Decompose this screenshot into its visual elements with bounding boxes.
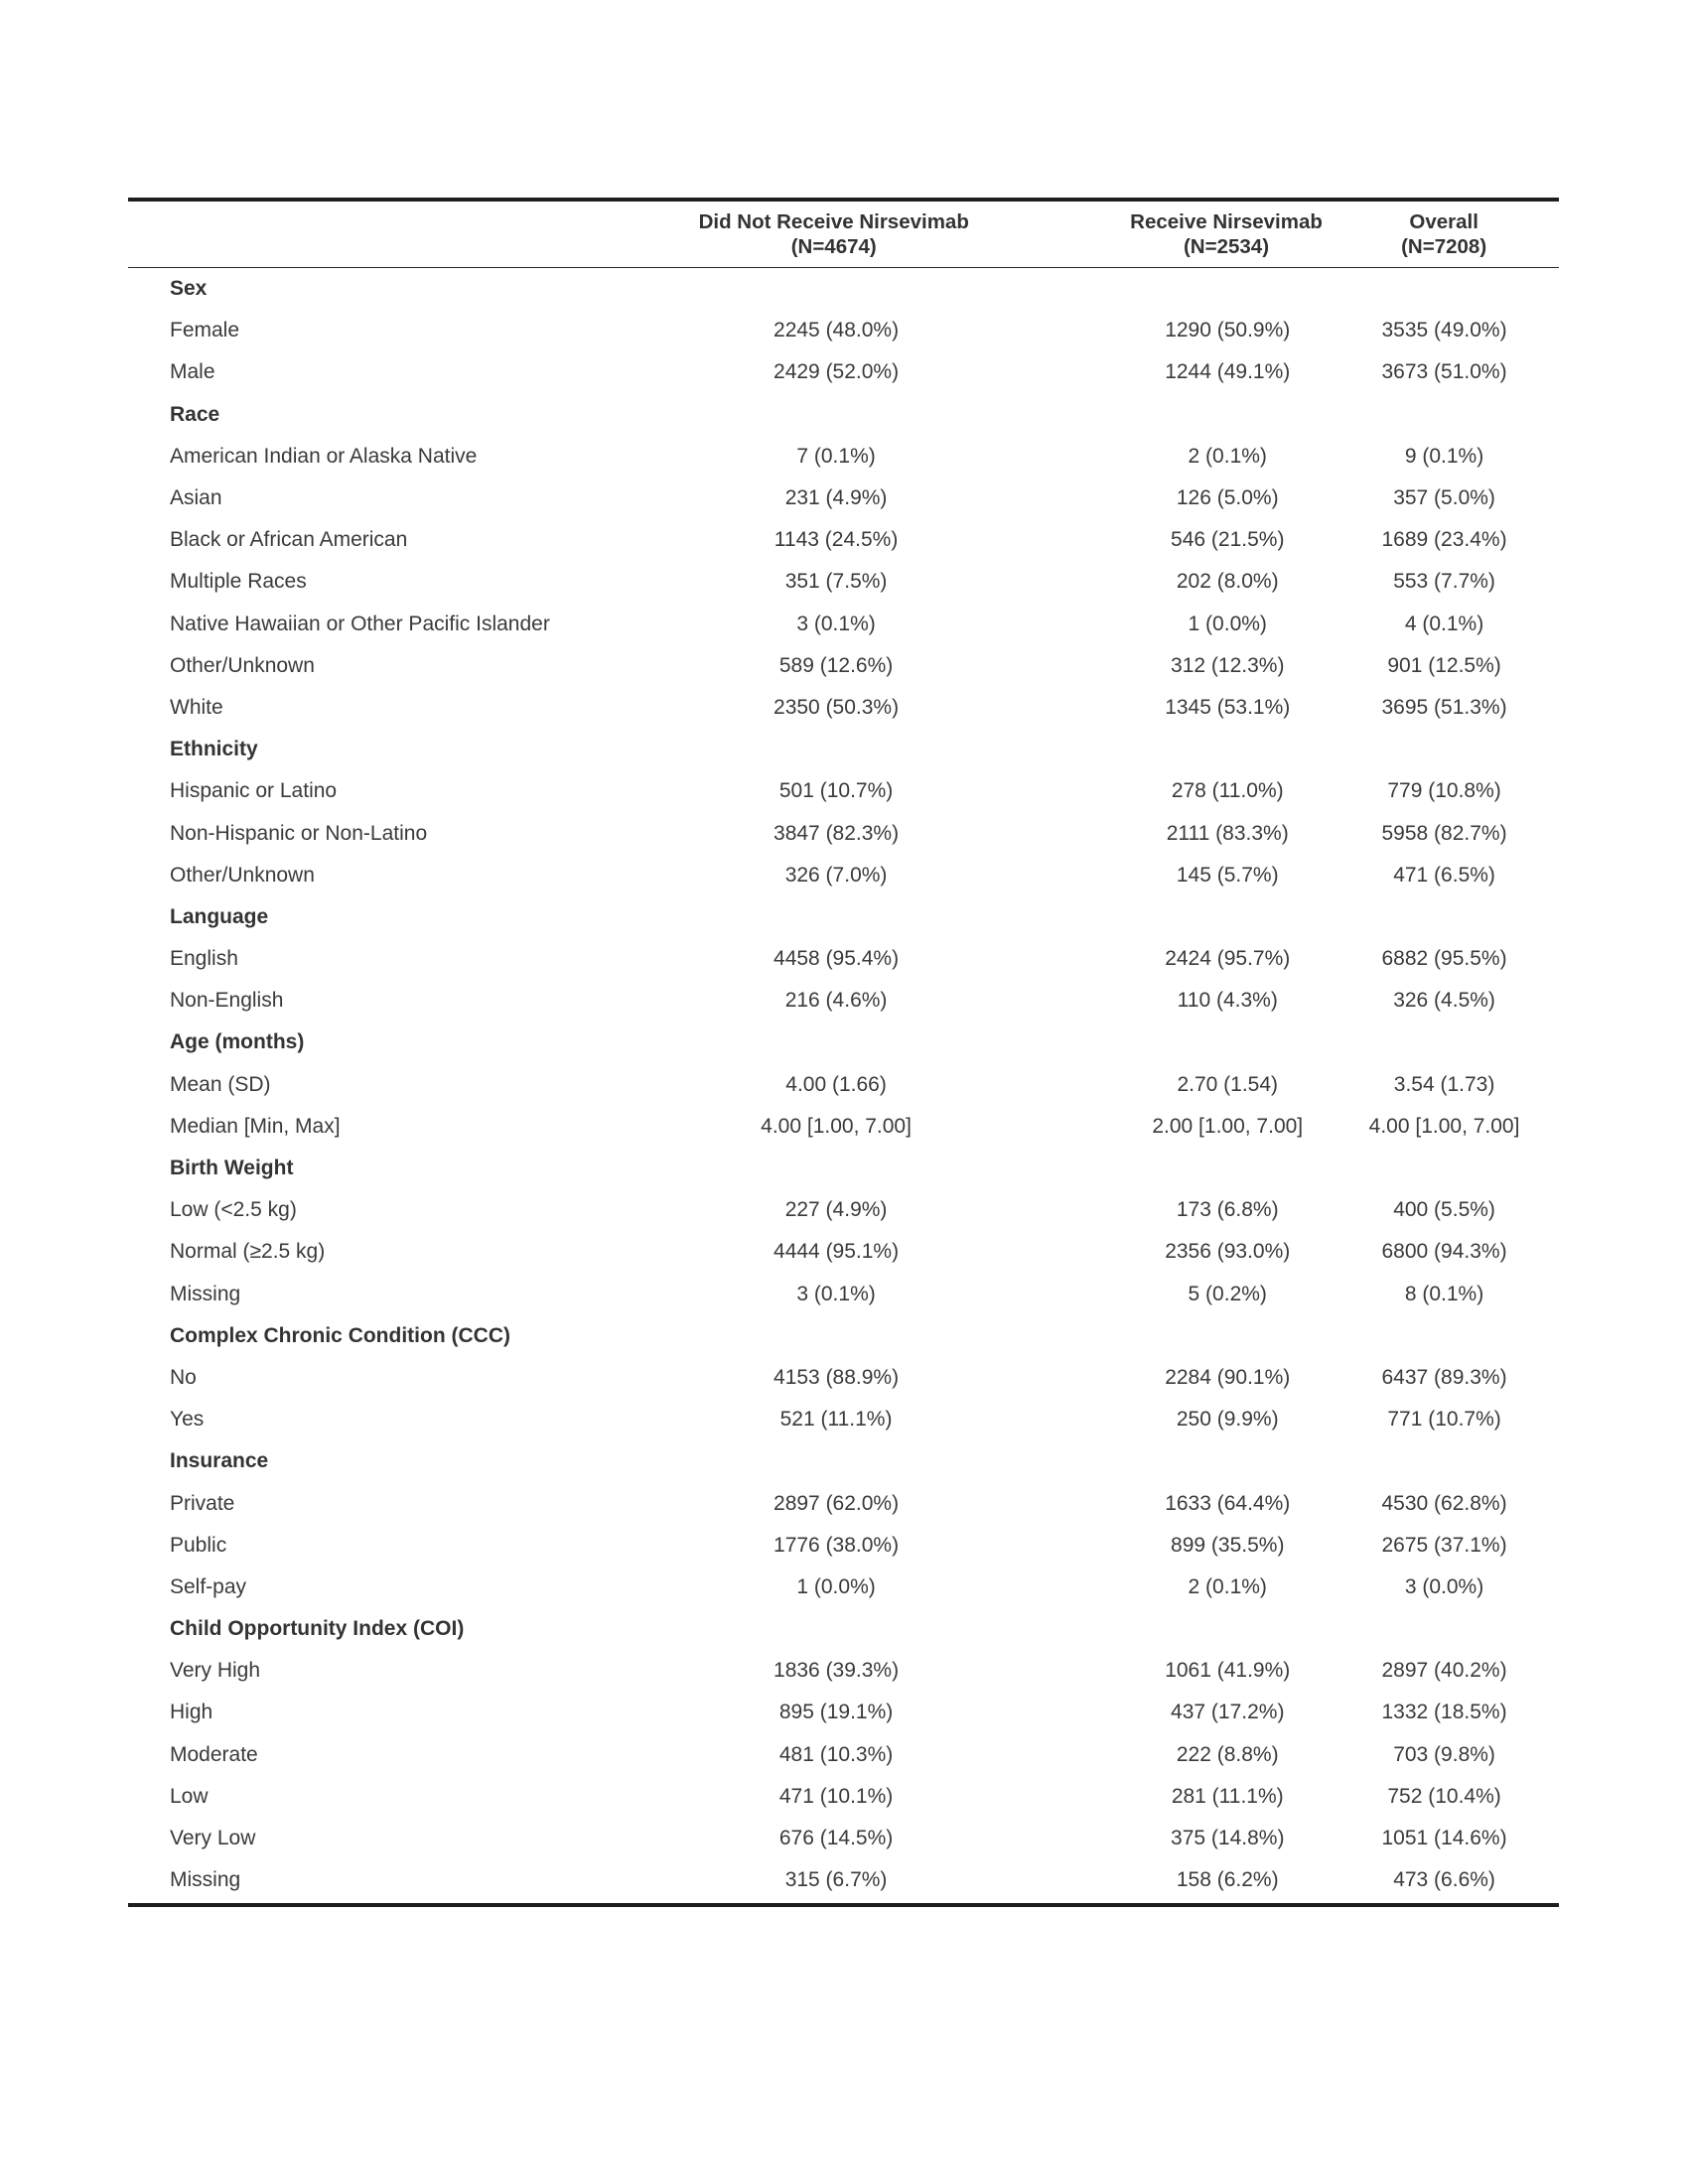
- row-label: Non-English: [170, 989, 284, 1013]
- row-label: Very High: [170, 1659, 261, 1683]
- value-cell: 400 (5.5%): [1393, 1198, 1495, 1222]
- value-cell: 3 (0.1%): [796, 1282, 876, 1305]
- row-label: Mean (SD): [170, 1072, 271, 1096]
- value-cell: 4153 (88.9%): [774, 1365, 900, 1389]
- value-cell: 227 (4.9%): [784, 1198, 888, 1222]
- header-title: Receive Nirsevimab: [1130, 210, 1323, 233]
- value-cell: 216 (4.6%): [784, 989, 888, 1013]
- value-cell: 250 (9.9%): [1176, 1408, 1279, 1432]
- value-cell: 1689 (23.4%): [1381, 528, 1507, 552]
- table-row: [128, 519, 1559, 561]
- table-row: [128, 1399, 1559, 1440]
- value-cell: 158 (6.2%): [1176, 1868, 1279, 1892]
- table-group-row: [128, 1440, 1559, 1482]
- row-label: White: [170, 695, 223, 719]
- header-title: Did Not Receive Nirsevimab: [698, 210, 969, 233]
- row-label: Very Low: [170, 1827, 256, 1850]
- value-cell: 473 (6.6%): [1393, 1868, 1495, 1892]
- table-row: [128, 1567, 1559, 1608]
- value-cell: 3695 (51.3%): [1381, 695, 1507, 719]
- value-cell: 2897 (62.0%): [774, 1491, 900, 1515]
- table-row: [128, 310, 1559, 351]
- value-cell: 437 (17.2%): [1171, 1701, 1285, 1724]
- header-col-overall: [1329, 202, 1559, 267]
- value-cell: 9 (0.1%): [1404, 444, 1484, 468]
- value-cell: 1290 (50.9%): [1165, 319, 1291, 342]
- row-label: American Indian or Alaska Native: [170, 444, 478, 468]
- row-label: Missing: [170, 1868, 241, 1892]
- group-label: Insurance: [170, 1449, 269, 1473]
- value-cell: 2356 (93.0%): [1165, 1240, 1291, 1264]
- value-cell: 315 (6.7%): [784, 1868, 888, 1892]
- table-group-row: [128, 394, 1559, 436]
- value-cell: 2897 (40.2%): [1381, 1659, 1507, 1683]
- row-label: Private: [170, 1491, 235, 1515]
- table-row: [128, 436, 1559, 478]
- value-cell: 326 (7.0%): [784, 863, 888, 887]
- value-cell: 3 (0.1%): [796, 612, 876, 635]
- row-label: Yes: [170, 1408, 205, 1432]
- value-cell: 901 (12.5%): [1387, 653, 1501, 677]
- table-group-row: [128, 1022, 1559, 1063]
- value-cell: 895 (19.1%): [778, 1701, 894, 1724]
- table-row: [128, 1734, 1559, 1776]
- row-label: Male: [170, 360, 215, 384]
- value-cell: 351 (7.5%): [784, 570, 888, 594]
- row-label: Hispanic or Latino: [170, 779, 338, 803]
- value-cell: 2245 (48.0%): [774, 319, 900, 342]
- value-cell: 357 (5.0%): [1393, 486, 1495, 510]
- table-row: [128, 1650, 1559, 1692]
- value-cell: 1 (0.0%): [796, 1574, 876, 1598]
- group-label: Sex: [170, 277, 208, 301]
- header-n: (N=7208): [1401, 235, 1487, 258]
- value-cell: 126 (5.0%): [1176, 486, 1279, 510]
- row-label: Median [Min, Max]: [170, 1114, 341, 1138]
- value-cell: 281 (11.1%): [1171, 1784, 1284, 1808]
- value-cell: 2284 (90.1%): [1165, 1365, 1291, 1389]
- value-cell: 779 (10.8%): [1387, 779, 1501, 803]
- table-row: [128, 604, 1559, 645]
- group-label: Child Opportunity Index (COI): [170, 1617, 465, 1641]
- table-header: [128, 202, 1559, 268]
- value-cell: 703 (9.8%): [1393, 1742, 1495, 1766]
- value-cell: 2.00 [1.00, 7.00]: [1152, 1114, 1304, 1138]
- value-cell: 501 (10.7%): [778, 779, 894, 803]
- value-cell: 222 (8.8%): [1176, 1742, 1279, 1766]
- table-row: [128, 1482, 1559, 1524]
- value-cell: 2.70 (1.54): [1177, 1072, 1279, 1096]
- table-row: [128, 1064, 1559, 1106]
- value-cell: 1836 (39.3%): [774, 1659, 900, 1683]
- value-cell: 771 (10.7%): [1387, 1408, 1501, 1432]
- table-row: [128, 687, 1559, 729]
- value-cell: 1 (0.0%): [1188, 612, 1267, 635]
- value-cell: 1633 (64.4%): [1165, 1491, 1291, 1515]
- table-group-row: [128, 1148, 1559, 1189]
- table-body: [128, 268, 1559, 1901]
- value-cell: 2111 (83.3%): [1166, 821, 1289, 845]
- header-col-did-not-receive: [640, 202, 1028, 267]
- value-cell: 4.00 (1.66): [785, 1072, 887, 1096]
- value-cell: 1776 (38.0%): [774, 1533, 900, 1557]
- row-label: Female: [170, 319, 240, 342]
- value-cell: 3535 (49.0%): [1381, 319, 1507, 342]
- value-cell: 3 (0.0%): [1404, 1574, 1484, 1598]
- value-cell: 481 (10.3%): [778, 1742, 894, 1766]
- value-cell: 589 (12.6%): [778, 653, 894, 677]
- value-cell: 4.00 [1.00, 7.00]: [761, 1114, 912, 1138]
- value-cell: 312 (12.3%): [1171, 653, 1285, 677]
- row-label: Low: [170, 1784, 209, 1808]
- table-row: [128, 1231, 1559, 1273]
- table-group-row: [128, 268, 1559, 310]
- table-row: [128, 855, 1559, 896]
- table-group-row: [128, 1315, 1559, 1357]
- header-n: (N=2534): [1183, 235, 1270, 258]
- value-cell: 546 (21.5%): [1171, 528, 1285, 552]
- value-cell: 7 (0.1%): [796, 444, 876, 468]
- table-row: [128, 938, 1559, 980]
- row-label: Asian: [170, 486, 222, 510]
- row-label: No: [170, 1365, 197, 1389]
- value-cell: 521 (11.1%): [779, 1408, 893, 1432]
- value-cell: 1244 (49.1%): [1165, 360, 1291, 384]
- row-label: High: [170, 1701, 213, 1724]
- table-row: [128, 561, 1559, 603]
- group-label: Age (months): [170, 1030, 305, 1054]
- value-cell: 4444 (95.1%): [774, 1240, 900, 1264]
- value-cell: 5 (0.2%): [1188, 1282, 1267, 1305]
- value-cell: 173 (6.8%): [1176, 1198, 1279, 1222]
- value-cell: 2424 (95.7%): [1165, 947, 1291, 971]
- row-label: Moderate: [170, 1742, 258, 1766]
- table-row: [128, 1859, 1559, 1901]
- value-cell: 2675 (37.1%): [1381, 1533, 1507, 1557]
- group-label: Language: [170, 904, 269, 928]
- table-row: [128, 1818, 1559, 1859]
- table-row: [128, 1357, 1559, 1399]
- characteristics-table: [128, 198, 1559, 1907]
- row-label: Multiple Races: [170, 570, 307, 594]
- table-group-row: [128, 1608, 1559, 1650]
- header-n: (N=4674): [790, 235, 877, 258]
- table-row: [128, 351, 1559, 393]
- value-cell: 2 (0.1%): [1188, 444, 1267, 468]
- value-cell: 202 (8.0%): [1176, 570, 1279, 594]
- value-cell: 1345 (53.1%): [1165, 695, 1291, 719]
- value-cell: 145 (5.7%): [1176, 863, 1279, 887]
- value-cell: 1143 (24.5%): [774, 528, 899, 552]
- header-label-cell: [128, 202, 640, 267]
- value-cell: 8 (0.1%): [1404, 1282, 1484, 1305]
- value-cell: 110 (4.3%): [1177, 989, 1278, 1013]
- group-label: Complex Chronic Condition (CCC): [170, 1323, 510, 1347]
- table-row: [128, 770, 1559, 812]
- value-cell: 4458 (95.4%): [774, 947, 900, 971]
- value-cell: 553 (7.7%): [1393, 570, 1495, 594]
- value-cell: 3.54 (1.73): [1393, 1072, 1495, 1096]
- table-bottom-rule: [128, 1903, 1559, 1907]
- row-label: Missing: [170, 1282, 241, 1305]
- row-label: Non-Hispanic or Non-Latino: [170, 821, 428, 845]
- table-row: [128, 1776, 1559, 1818]
- value-cell: 5958 (82.7%): [1381, 821, 1507, 845]
- value-cell: 2 (0.1%): [1188, 1574, 1267, 1598]
- value-cell: 375 (14.8%): [1171, 1827, 1285, 1850]
- header-col-receive: [1122, 202, 1332, 267]
- group-label: Race: [170, 402, 220, 426]
- value-cell: 471 (6.5%): [1393, 863, 1495, 887]
- value-cell: 2429 (52.0%): [774, 360, 900, 384]
- row-label: Low (<2.5 kg): [170, 1198, 297, 1222]
- value-cell: 1061 (41.9%): [1165, 1659, 1291, 1683]
- row-label: Black or African American: [170, 528, 408, 552]
- value-cell: 3673 (51.0%): [1381, 360, 1507, 384]
- value-cell: 4530 (62.8%): [1381, 1491, 1507, 1515]
- value-cell: 899 (35.5%): [1171, 1533, 1285, 1557]
- value-cell: 1051 (14.6%): [1381, 1827, 1507, 1850]
- table-row: [128, 1106, 1559, 1148]
- value-cell: 471 (10.1%): [778, 1784, 894, 1808]
- group-label: Ethnicity: [170, 738, 258, 761]
- value-cell: 326 (4.5%): [1393, 989, 1495, 1013]
- row-label: English: [170, 947, 238, 971]
- value-cell: 3847 (82.3%): [774, 821, 900, 845]
- value-cell: 4 (0.1%): [1404, 612, 1484, 635]
- value-cell: 231 (4.9%): [784, 486, 888, 510]
- value-cell: 6437 (89.3%): [1381, 1365, 1507, 1389]
- row-label: Native Hawaiian or Other Pacific Islander: [170, 612, 550, 635]
- row-label: Public: [170, 1533, 227, 1557]
- row-label: Other/Unknown: [170, 863, 315, 887]
- value-cell: 4.00 [1.00, 7.00]: [1368, 1114, 1520, 1138]
- table-row: [128, 478, 1559, 519]
- table-group-row: [128, 729, 1559, 770]
- table-row: [128, 645, 1559, 687]
- header-title: Overall: [1409, 210, 1478, 233]
- value-cell: 2350 (50.3%): [774, 695, 900, 719]
- table-group-row: [128, 896, 1559, 938]
- table-row: [128, 980, 1559, 1022]
- table-row: [128, 1525, 1559, 1567]
- value-cell: 676 (14.5%): [778, 1827, 894, 1850]
- group-label: Birth Weight: [170, 1157, 294, 1180]
- value-cell: 278 (11.0%): [1171, 779, 1284, 803]
- row-label: Other/Unknown: [170, 653, 315, 677]
- value-cell: 752 (10.4%): [1387, 1784, 1501, 1808]
- table-row: [128, 1274, 1559, 1315]
- row-label: Normal (≥2.5 kg): [170, 1240, 326, 1264]
- table-row: [128, 812, 1559, 854]
- table-row: [128, 1189, 1559, 1231]
- row-label: Self-pay: [170, 1574, 247, 1598]
- value-cell: 1332 (18.5%): [1381, 1701, 1507, 1724]
- value-cell: 6882 (95.5%): [1381, 947, 1507, 971]
- table-row: [128, 1692, 1559, 1733]
- value-cell: 6800 (94.3%): [1381, 1240, 1507, 1264]
